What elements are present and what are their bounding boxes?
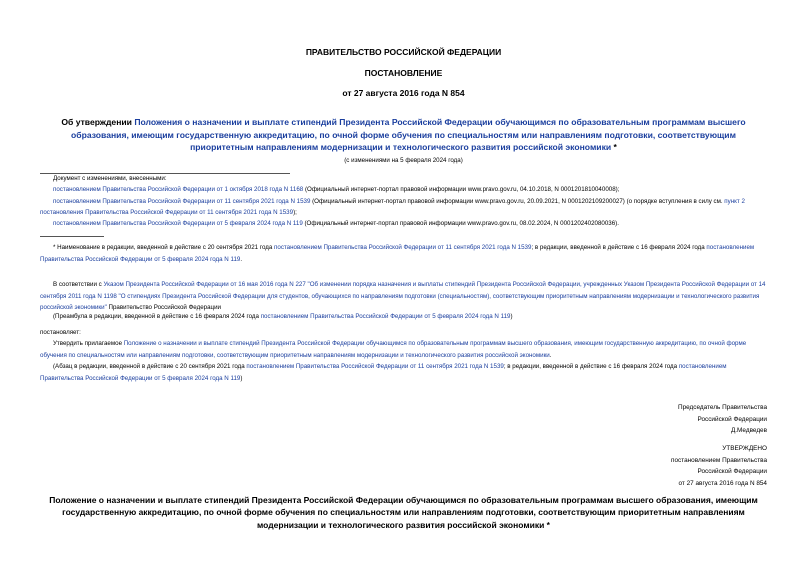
document-title — [40, 116, 767, 154]
decree-word: постановляет: — [40, 329, 81, 336]
change-text: (Официальный интернет-портал правовой информации www.pravo.gov.ru, 20.09.2021, N 0001202109200027) (о порядке вступления в силу см. — [310, 197, 725, 205]
preamble-text: Правительство Российской Федерации — [106, 304, 221, 311]
note-text: ; в редакции, введенной в действие с 16 февраля 2024 года — [503, 363, 679, 370]
decree-paragraph — [40, 338, 770, 361]
footnote — [40, 242, 770, 265]
note-text: (Преамбула в редакции, введенной в действие с 16 февраля 2024 года — [53, 313, 261, 320]
title-link[interactable]: Положения о назначении и выплате стипендий Президента Российской Федерации обучающимся по образовательным программам высшего образования, имеющим государственную аккредитацию, по очной форме обучения по специальностям или направлениям подготовки, соответствующим приоритетным направлениям модернизации и технологического развития российской экономики — [71, 117, 746, 152]
signature-block — [678, 402, 767, 437]
footnote-text: . — [240, 255, 243, 263]
decree-note — [40, 361, 770, 384]
approval-line: УТВЕРЖДЕНО — [722, 445, 767, 452]
approval-line: от 27 августа 2016 года N 854 — [678, 479, 767, 487]
footnote-text: ; в редакции, введенной в действие с 16 февраля 2024 года — [531, 244, 707, 251]
preamble-text: В соответствии с — [53, 281, 104, 288]
government-heading: ПРАВИТЕЛЬСТВО РОССИЙСКОЙ ФЕДЕРАЦИИ — [305, 47, 502, 57]
signature-name: Д.Медведев — [730, 427, 767, 435]
change-text: ); — [293, 208, 297, 216]
preamble — [40, 279, 770, 314]
signature-line: Председатель Правительства — [678, 404, 767, 411]
decree-text: . — [549, 351, 552, 359]
note-text: ) — [510, 313, 513, 320]
note-link[interactable]: постановлением Правительства Российской Федерации от 5 февраля 2024 года N 119 — [260, 313, 511, 320]
amendment-note: (с изменениями на 5 февраля 2024 года) — [344, 157, 463, 164]
preamble-note — [53, 311, 770, 323]
change-link[interactable]: постановлением Правительства Российской Федерации от 1 октября 2018 года N 1168 — [53, 186, 304, 194]
title-suffix: * — [611, 142, 617, 152]
change-item — [40, 196, 770, 219]
document-date: от 27 августа 2016 года N 854 — [342, 88, 465, 98]
appendix-title: Положение о назначении и выплате стипендий Президента Российской Федерации обучающимся по образовательным программам высшего образования, имеющим государственную аккредитацию, по очной форме обучения по специальностям или направлениям подготовки, соответствующим приоритетным направлениям модернизации и технологического развития российской экономики * — [49, 495, 758, 530]
note-link[interactable]: постановлением Правительства Российской Федерации от 11 сентября 2021 года N 1539 — [246, 363, 504, 370]
document-type: ПОСТАНОВЛЕНИЕ — [364, 68, 443, 78]
footnote-text: * Наименование в редакции, введенной в действие с 20 сентября 2021 года — [53, 244, 275, 251]
approval-block — [671, 443, 767, 489]
footnote-divider — [40, 236, 104, 237]
change-link[interactable]: постановлением Правительства Российской Федерации от 5 февраля 2024 года N 119 — [53, 220, 303, 228]
change-item — [40, 184, 770, 195]
approval-line: постановлением Правительства — [671, 456, 767, 464]
note-link[interactable]: постановлением Правительства Российской Федерации от 5 февраля 2024 года N 119 — [40, 363, 727, 382]
footnote-link[interactable]: постановлением Правительства Российской Федерации от 5 февраля 2024 года N 119 — [40, 244, 755, 263]
note-text: ) — [240, 374, 243, 382]
approval-line: Российской Федерации — [697, 468, 767, 476]
signature-line: Российской Федерации — [697, 415, 767, 423]
change-text: (Официальный интернет-портал правовой информации www.pravo.gov.ru, 04.10.2018, N 0001201810040008); — [303, 186, 620, 194]
change-link[interactable]: постановлением Правительства Российской Федерации от 11 сентября 2021 года N 1539 — [53, 197, 311, 205]
decree-text: Утвердить прилагаемое — [53, 340, 124, 347]
change-link[interactable]: пункт 2 постановления Правительства Российской Федерации от 11 сентября 2021 года N 1539 — [40, 197, 745, 216]
footnote-link[interactable]: постановлением Правительства Российской Федерации от 11 сентября 2021 года N 1539 — [274, 244, 532, 251]
decree-link[interactable]: Положение о назначении и выплате стипендий Президента Российской Федерации обучающимся по образовательным программам высшего образования, имеющим государственную аккредитацию, по очной форме обучения по специальностям или направлениям подготовки, соответствующим приоритетным направлениям модернизации и технологического развития российской экономики — [40, 340, 747, 359]
changes-intro: Документ с изменениями, внесенными: — [53, 175, 167, 182]
change-item — [40, 218, 770, 229]
note-text: (Абзац в редакции, введенной в действие с 20 сентября 2021 года — [53, 363, 247, 370]
change-text: (Официальный интернет-портал правовой информации www.pravo.gov.ru, 08.02.2024, N 0001202402080036). — [302, 220, 619, 228]
changes-block — [40, 173, 770, 229]
title-prefix: Об утверждении — [61, 117, 135, 127]
preamble-link[interactable]: Указом Президента Российской Федерации от 16 мая 2016 года N 227 "Об изменении порядка назначения и выплаты стипендий Президента Российской Федерации, учрежденных Указом Президента Российской Федерации от 14 сентября 2011 года N 1198 "О стипендиях Президента Российской Федерации для студентов, обучающихся по направлениям подготовки (специальностям), соответствующим приоритетным направлениям модернизации и технологического развития российской экономики" — [40, 281, 766, 311]
